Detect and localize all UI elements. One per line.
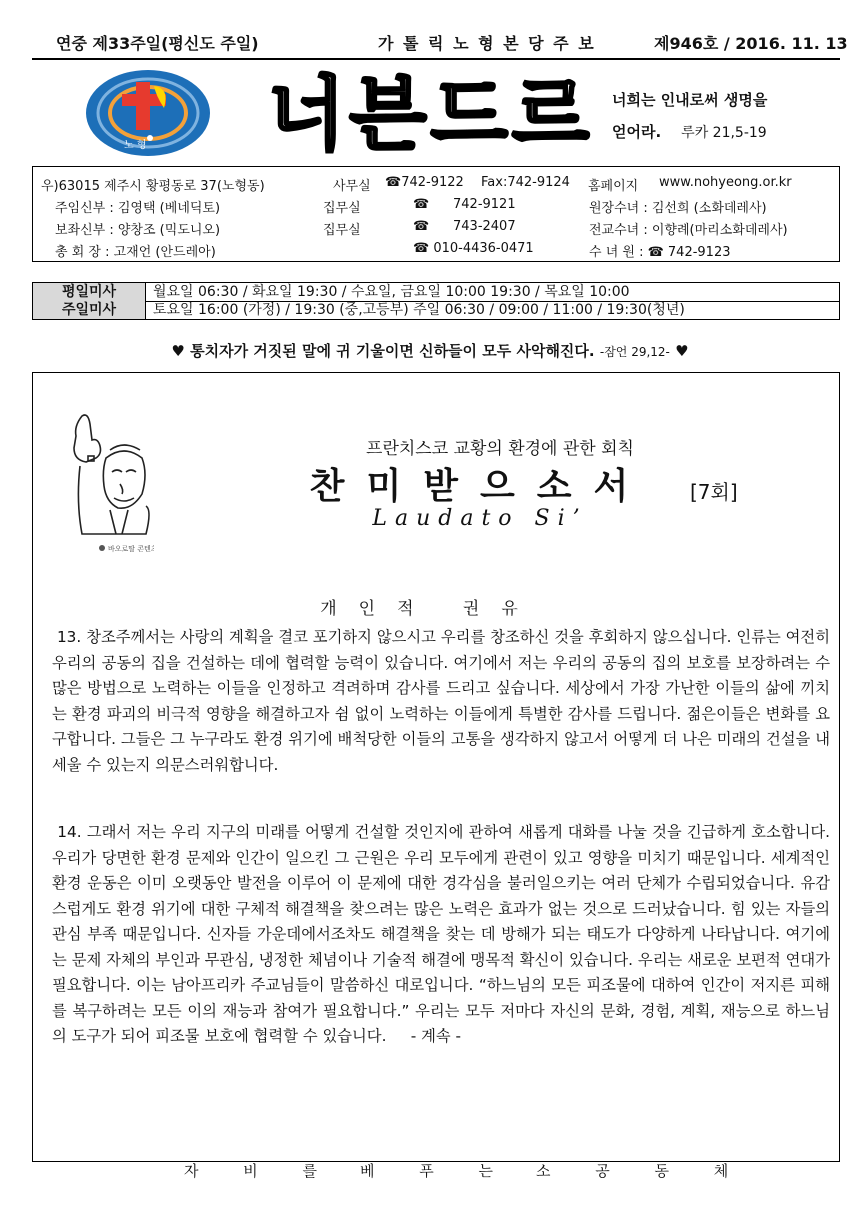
- heart-icon: ♥: [675, 342, 689, 360]
- homepage-link[interactable]: www.nohyeong.or.kr: [659, 175, 792, 190]
- weekly-verse: [612, 84, 842, 149]
- section-title: 개인적 권유: [320, 599, 540, 619]
- superior-sister: 원장수녀 : 김선희 (소화데레사): [589, 201, 767, 216]
- office-phone: ☎742-9122: [385, 175, 464, 190]
- phone-icon: ☎: [413, 219, 430, 234]
- sunday-mass-row: [33, 301, 839, 319]
- newsletter-title: 너븐드르: [268, 68, 594, 161]
- sunday-mass-label: 주일미사: [33, 301, 146, 319]
- bulletin-name: 가 톨 릭 노 형 본 당 주 보: [378, 34, 596, 53]
- weekday-mass-label: 평일미사: [33, 283, 146, 301]
- paragraph-14: 14. 그래서 저는 우리 지구의 미래를 어떻게 건설할 것인지에 관하여 새롭게 대화를 나눌 것을 긴급하게 호소합니다. 우리가 당면한 환경 문제와 인간이 일으킨 그 근원은 우리 모두에게 관련이 있고 영향을 미치기 때문입니다. 세계적인 환경 운동은 이미 오랫동안 발전을 이루어 이 문제에 대한 경각심을 불러일으키는 여러 단체가 수립되었습니다. 유감스럽게도 환경 위기에 대한 구체적 해결책을 찾으려는 많은 노력은 효과가 없는 것으로 드러났습니다. 힘 있는 자들의 관심 부족 때문입니다. 신자들 가운데에서조차도 해결책을 찾는 데 방해가 되는 태도가 다양하게 나타납니다. 여기에는 문제 자체의 부인과 무관심, 냉정한 체념이나 기술적 해결에 맹목적 확신이 있습니다. 우리는 새로운 보편적 연대가 필요합니다. 이는 남아프리카 주교님들이 말씀하신 대로입니다. “하느님의 모든 피조물에 대하여 인간이 저지른 피해를 복구하려는 모든 이의 재능과 참여가 필요합니다.” 우리는 모두 저마다 자신의 문화, 경험, 계획, 재능으로 하느님의 도구가 되어 피조물 보호에 협력할 수 있습니다. - 계속 -: [52, 823, 830, 1045]
- encyclical-latin-title: Laudato Si’: [372, 506, 588, 531]
- address: 우)63015 제주시 황평동로 37(노형동): [41, 179, 265, 194]
- sunday-mass-times: 토요일 16:00 (가정) / 19:30 (중,고등부) 주일 06:30 / 09:00 / 11:00 / 19:30(청년): [153, 302, 685, 318]
- council-president: 총 회 장 : 고재언 (안드레아): [55, 245, 216, 260]
- series-part: [7회]: [690, 480, 738, 504]
- heart-icon: ♥: [171, 342, 185, 360]
- pope-illustration: [62, 410, 154, 562]
- phone-icon: ☎: [413, 197, 430, 212]
- pastor: 주임신부 : 김영택 (베네딕토): [55, 201, 221, 216]
- proverb-text: 통치자가 거짓된 말에 귀 기울이면 신하들이 모두 사악해진다.: [190, 342, 595, 360]
- fax: Fax:742-9124: [481, 175, 570, 190]
- top-line: [32, 28, 848, 58]
- proverb-line: [70, 340, 790, 361]
- mission-sister: 전교수녀 : 이향례(마리소화데레사): [589, 223, 788, 238]
- footer-word-1: 자 비 를: [184, 1162, 338, 1180]
- continued-note: - 계속 -: [410, 1027, 462, 1045]
- proverb-source: -잠언 29,12-: [599, 345, 670, 359]
- pastor-phone: 742-9121: [453, 197, 516, 212]
- footer-word-2: 베 푸 는: [360, 1162, 514, 1180]
- weekday-mass-times: 월요일 06:30 / 화요일 19:30 / 수요일, 금요일 10:00 19:30 / 목요일 10:00: [153, 284, 630, 300]
- parish-logo: [84, 68, 212, 158]
- assistant-priest: 보좌신부 : 양창조 (믹도니오): [55, 223, 221, 238]
- verse-line-2: 얻어라.: [612, 123, 662, 141]
- svg-text:바오로딸 콘텐츠: 바오로딸 콘텐츠: [108, 545, 154, 553]
- issue-number: 제946호 / 2016. 11. 13: [654, 34, 848, 53]
- top-rule: [32, 58, 840, 60]
- paragraph-13: 13. 창조주께서는 사랑의 계획을 결코 포기하지 않으시고 우리를 창조하신 것을 후회하지 않으십니다. 인류는 여전히 우리의 공동의 집을 건설하는 데에 협력할 능력이 있습니다. 여기에서 저는 우리의 공동의 집의 보호를 보장하려는 수많은 방법으로 노력하는 이들을 인정하고 격려하며 감사를 드리고 싶습니다. 세상에서 가장 가난한 이들의 삶에 끼치는 환경 파괴의 비극적 영향을 해결하고자 쉼 없이 노력하는 이들에게 특별한 감사를 드립니다. 젊은이들은 변화를 요구합니다. 그들은 그 누구라도 환경 위기에 배척당한 이들의 고통을 생각하지 않고서 어떻게 더 나은 미래의 건설을 내세울 수 있는지 의문스러워합니다.: [52, 628, 830, 774]
- week-title: 연중 제33주일(평신도 주일): [56, 34, 259, 53]
- office-label: 사무실: [333, 179, 371, 194]
- verse-line-1: 너희는 인내로써 생명을: [612, 91, 768, 109]
- weekday-mass-row: [33, 283, 839, 302]
- encyclical-subtitle: 프란치스코 교황의 환경에 관한 회칙: [366, 439, 634, 459]
- president-phone: ☎ 010-4436-0471: [413, 241, 534, 256]
- convent-phone: 수 녀 원 : ☎ 742-9123: [589, 245, 731, 260]
- mass-schedule: [32, 282, 840, 320]
- assistant-room: 집무실: [323, 223, 361, 238]
- parish-info-box: [32, 166, 840, 262]
- footer-word-3: 소 공 동 체: [536, 1162, 749, 1180]
- svg-text:노 형: 노 형: [124, 140, 147, 151]
- verse-reference: 루카 21,5-19: [681, 125, 767, 141]
- pastor-room: 집무실: [323, 201, 361, 216]
- assistant-phone: 743-2407: [453, 219, 516, 234]
- encyclical-title: 찬미받으소서: [309, 465, 651, 507]
- masthead: [268, 68, 594, 168]
- homepage-label: 홈페이지: [588, 179, 639, 194]
